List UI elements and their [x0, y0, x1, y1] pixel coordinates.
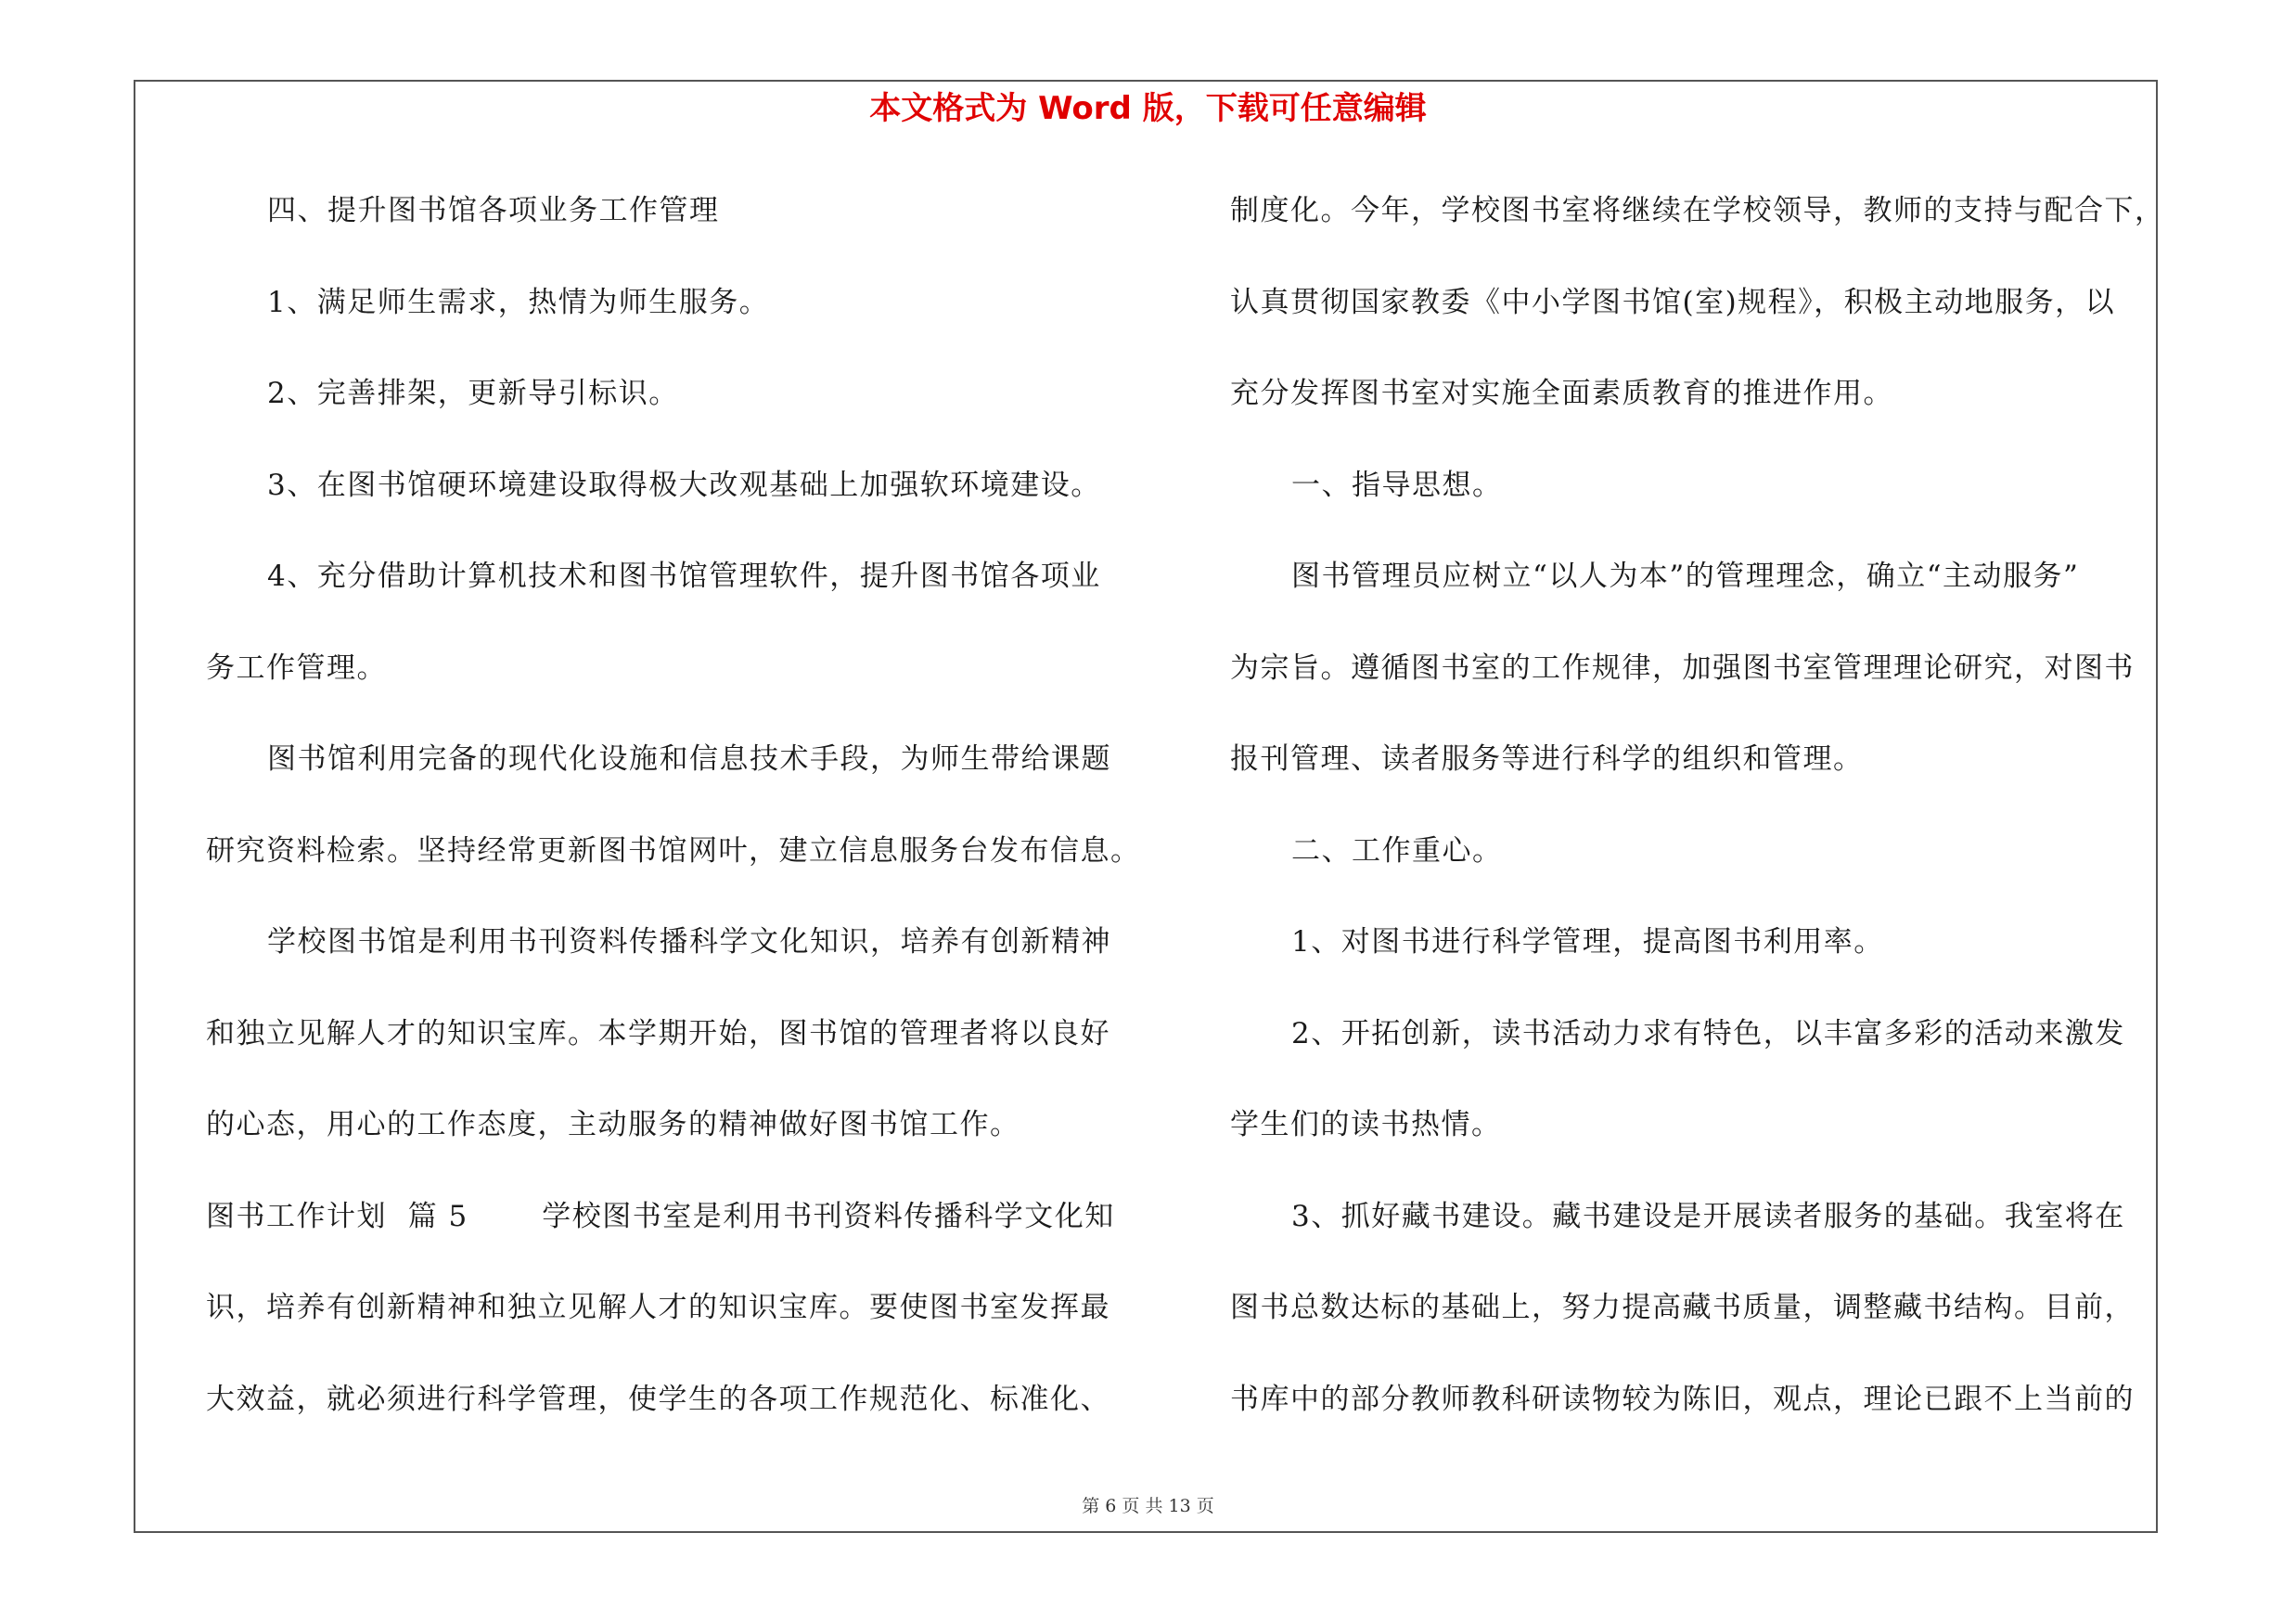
text-line: 务工作管理。 [206, 650, 387, 685]
format-notice-header: 本文格式为 Word 版，下载可任意编辑 [869, 90, 1427, 127]
text-line: 大效益，就必须进行科学管理，使学生的各项工作规范化、标准化、 [206, 1382, 1110, 1416]
text-line: 识，培养有创新精神和独立见解人才的知识宝库。要使图书室发挥最 [206, 1291, 1110, 1324]
text-line: 报刊管理、读者服务等进行科学的组织和管理。 [1230, 742, 1864, 776]
text-line: 二、工作重心。 [1291, 833, 1503, 868]
text-line: 图书馆利用完备的现代化设施和信息技术手段，为师生带给课题 [267, 742, 1111, 776]
text-line: 图书工作计划 篇 5 学校图书室是利用书刊资料传播科学文化知 [206, 1199, 1115, 1233]
text-line: 2、开拓创新，读书活动力求有特色，以丰富多彩的活动来激发 [1291, 1016, 2125, 1050]
left-text-column [206, 182, 1143, 1462]
text-line: 1、满足师生需求，热情为师生服务。 [267, 285, 770, 319]
text-line: 图书总数达标的基础上，努力提高藏书质量，调整藏书结构。目前， [1230, 1291, 2135, 1324]
text-line: 1、对图书进行科学管理，提高图书利用率。 [1291, 925, 1884, 959]
page-number-footer: 第 6 页 共 13 页 [1082, 1496, 1214, 1516]
text-line: 2、完善排架，更新导引标识。 [267, 377, 679, 410]
text-line: 3、抓好藏书建设。藏书建设是开展读者服务的基础。我室将在 [1291, 1199, 2125, 1233]
text-line: 4、充分借助计算机技术和图书馆管理软件，提升图书馆各项业 [267, 560, 1101, 593]
text-line: 图书管理员应树立“以人为本”的管理理念，确立“主动服务” [1291, 560, 2080, 593]
text-line: 3、在图书馆硬环境建设取得极大改观基础上加强软环境建设。 [267, 468, 1101, 502]
text-line: 研究资料检索。坚持经常更新图书馆网叶，建立信息服务台发布信息。 [206, 833, 1141, 868]
text-line: 学校图书馆是利用书刊资料传播科学文化知识，培养有创新精神 [267, 925, 1111, 959]
right-text-column [1230, 182, 2165, 1462]
text-line: 充分发挥图书室对实施全面素质教育的推进作用。 [1230, 377, 1893, 410]
text-line: 一、指导思想。 [1291, 468, 1503, 502]
text-line: 为宗旨。遵循图书室的工作规律，加强图书室管理理论研究，对图书 [1230, 650, 2135, 685]
text-line: 学生们的读书热情。 [1230, 1108, 1502, 1141]
text-line: 四、提升图书馆各项业务工作管理 [267, 194, 720, 227]
text-line: 的心态，用心的工作态度，主动服务的精神做好图书馆工作。 [206, 1108, 1020, 1141]
text-line: 制度化。今年，学校图书室将继续在学校领导，教师的支持与配合下， [1230, 194, 2165, 227]
text-line: 认真贯彻国家教委《中小学图书馆(室)规程》，积极主动地服务，以 [1230, 285, 2116, 319]
text-line: 书库中的部分教师教科研读物较为陈旧，观点，理论已跟不上当前的 [1230, 1382, 2135, 1416]
text-line: 和独立见解人才的知识宝库。本学期开始，图书馆的管理者将以良好 [206, 1016, 1110, 1050]
